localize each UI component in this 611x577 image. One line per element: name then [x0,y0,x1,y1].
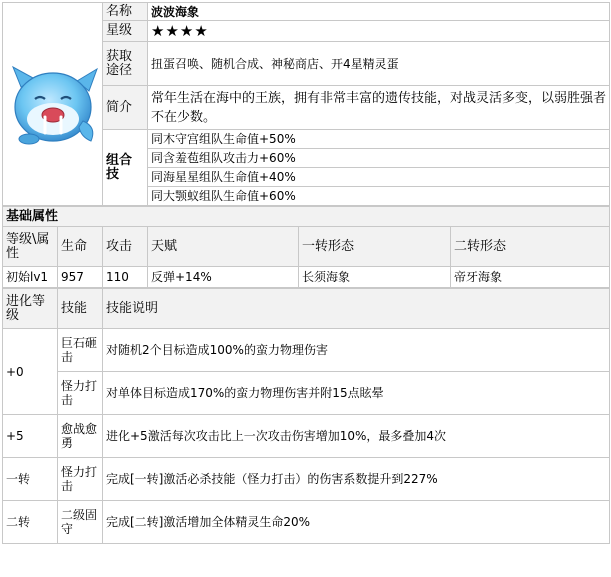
header-talent: 天赋 [148,227,299,267]
combo-item: 同含羞苞组队攻击力+60% [148,149,610,168]
skill-desc: 对单体目标造成170%的蛮力物理伤害并附15点眩晕 [103,372,610,415]
skill-desc: 完成[一转]激活必杀技能（怪力打击）的伤害系数提升到227% [103,458,610,501]
cell-level: 初始lv1 [3,267,58,288]
sprite-info-page [2,2,609,573]
source-label: 获取途径 [103,42,148,86]
intro-text: 常年生活在海中的王族，拥有非常丰富的遗传技能，对战灵活多变，以弱胜强者不在少数。 [148,86,610,130]
header-first-form: 一转形态 [299,227,451,267]
star-label: 星级 [103,21,148,42]
header-second-form: 二转形态 [451,227,610,267]
combo-item: 同木守宫组队生命值+50% [148,130,610,149]
header-skill: 技能 [58,289,103,329]
skill-level: +5 [3,415,58,458]
skill-level: +0 [3,329,58,415]
cell-hp: 957 [58,267,103,288]
base-attributes-table [2,206,610,288]
skill-name: 怪力打击 [58,458,103,501]
sprite-name: 波波海象 [148,3,610,21]
name-label: 名称 [103,3,148,21]
combo-label: 组合技 [103,130,148,206]
skill-desc: 进化+5激活每次攻击比上一次攻击伤害增加10%，最多叠加4次 [103,415,610,458]
skill-name: 巨石砸击 [58,329,103,372]
cell-second-form: 帝牙海象 [451,267,610,288]
header-evolution-level: 进化等级 [3,289,58,329]
skill-desc: 对随机2个目标造成100%的蛮力物理伤害 [103,329,610,372]
header-skill-desc: 技能说明 [103,289,610,329]
walrus-avatar-image [7,57,99,149]
header-attack: 攻击 [103,227,148,267]
star-rating: ★★★★ [148,21,610,42]
source-text: 扭蛋召唤、随机合成、神秘商店、开4星精灵蛋 [148,42,610,86]
skill-level: 一转 [3,458,58,501]
skill-name: 怪力打击 [58,372,103,415]
skill-name: 愈战愈勇 [58,415,103,458]
skill-name: 二级固守 [58,501,103,544]
skills-table [2,288,610,544]
cell-talent: 反弹+14% [148,267,299,288]
cell-first-form: 长须海象 [299,267,451,288]
sprite-info-table [2,2,610,206]
intro-label: 简介 [103,86,148,130]
sprite-avatar-cell [3,3,103,206]
header-hp: 生命 [58,227,103,267]
combo-item: 同海星星组队生命值+40% [148,168,610,187]
combo-item: 同大颚蚁组队生命值+60% [148,187,610,206]
skill-level: 二转 [3,501,58,544]
skill-desc: 完成[二转]激活增加全体精灵生命20% [103,501,610,544]
header-level-attr: 等级\属性 [3,227,58,267]
cell-attack: 110 [103,267,148,288]
base-attributes-title: 基础属性 [3,207,610,227]
